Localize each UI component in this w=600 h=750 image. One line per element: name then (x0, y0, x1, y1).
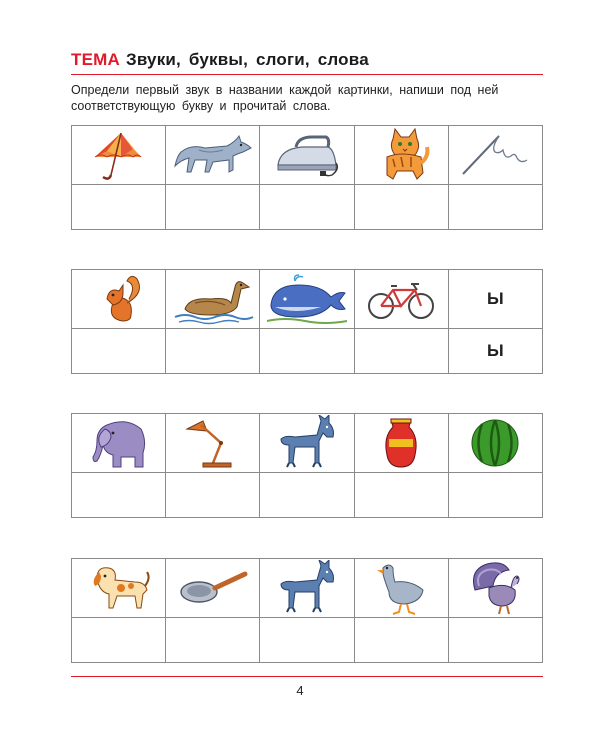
cat-icon (371, 127, 431, 183)
answer-cell[interactable] (166, 185, 260, 230)
picture-cell (260, 126, 354, 185)
picture-cell (166, 270, 260, 329)
wolf-icon (173, 130, 253, 180)
answer-cell[interactable] (72, 185, 166, 230)
topic-title: Звуки, буквы, слоги, слова (125, 50, 369, 69)
answer-cell[interactable] (72, 473, 166, 518)
footer-rule (71, 676, 543, 677)
picture-cell (260, 559, 354, 618)
umbrella-icon (89, 127, 149, 183)
instructions: Определи первый звук в названии каждой картинки, напиши под ней соответствующую букву и прочитай слова. (71, 83, 499, 113)
tema-label: ТЕМА (71, 50, 120, 69)
picture-cell (166, 559, 260, 618)
elephant-icon (87, 415, 151, 471)
answer-cell[interactable] (354, 329, 448, 374)
needle-icon (455, 130, 535, 180)
exercise-grid-2 (71, 269, 543, 374)
answer-cell[interactable] (260, 329, 354, 374)
picture-cell (354, 414, 448, 473)
vase-icon (379, 415, 423, 471)
answer-cell[interactable] (166, 618, 260, 663)
picture-cell (166, 126, 260, 185)
picture-cell (72, 270, 166, 329)
picture-cell (354, 559, 448, 618)
picture-cell (448, 126, 542, 185)
page-title (71, 50, 543, 70)
exercise-grid-3 (71, 413, 543, 518)
answer-cell[interactable] (448, 473, 542, 518)
picture-cell (260, 414, 354, 473)
answer-cell[interactable]: Ы (448, 329, 542, 374)
squirrel-icon (89, 273, 149, 325)
picture-cell (72, 126, 166, 185)
letter-y: Ы (487, 289, 504, 308)
answer-cell[interactable] (354, 185, 448, 230)
turkey-icon (465, 560, 525, 616)
page-number: 4 (296, 683, 304, 698)
goose-icon (371, 560, 431, 616)
iron-icon (272, 129, 342, 181)
picture-cell (448, 559, 542, 618)
letter-cell (448, 270, 542, 329)
picture-cell (72, 559, 166, 618)
whale-icon (265, 271, 349, 327)
picture-cell (166, 414, 260, 473)
bicycle-icon (365, 276, 437, 322)
answer-cell[interactable] (260, 185, 354, 230)
exercise-grid-1 (71, 125, 543, 230)
answer-cell[interactable] (260, 473, 354, 518)
answer-cell[interactable] (72, 618, 166, 663)
exercise-grid-4 (71, 558, 543, 663)
duck-icon (171, 273, 255, 325)
answer-cell[interactable] (448, 618, 542, 663)
page-header (71, 50, 543, 70)
picture-cell (354, 126, 448, 185)
picture-cell (260, 270, 354, 329)
picture-cell (354, 270, 448, 329)
picture-cell (448, 414, 542, 473)
answer-cell[interactable] (354, 618, 448, 663)
picture-cell (72, 414, 166, 473)
answer-cell[interactable] (448, 185, 542, 230)
watermelon-icon (467, 415, 523, 471)
donkey-icon (275, 560, 339, 616)
lamp-icon (183, 415, 243, 471)
answer-cell[interactable] (354, 473, 448, 518)
dog-icon (87, 560, 151, 616)
answer-cell[interactable] (260, 618, 354, 663)
frying-pan-icon (177, 566, 249, 610)
answer-cell[interactable] (72, 329, 166, 374)
answer-cell[interactable] (166, 473, 260, 518)
answer-cell[interactable] (166, 329, 260, 374)
header-rule (71, 74, 543, 75)
donkey-icon (275, 415, 339, 471)
